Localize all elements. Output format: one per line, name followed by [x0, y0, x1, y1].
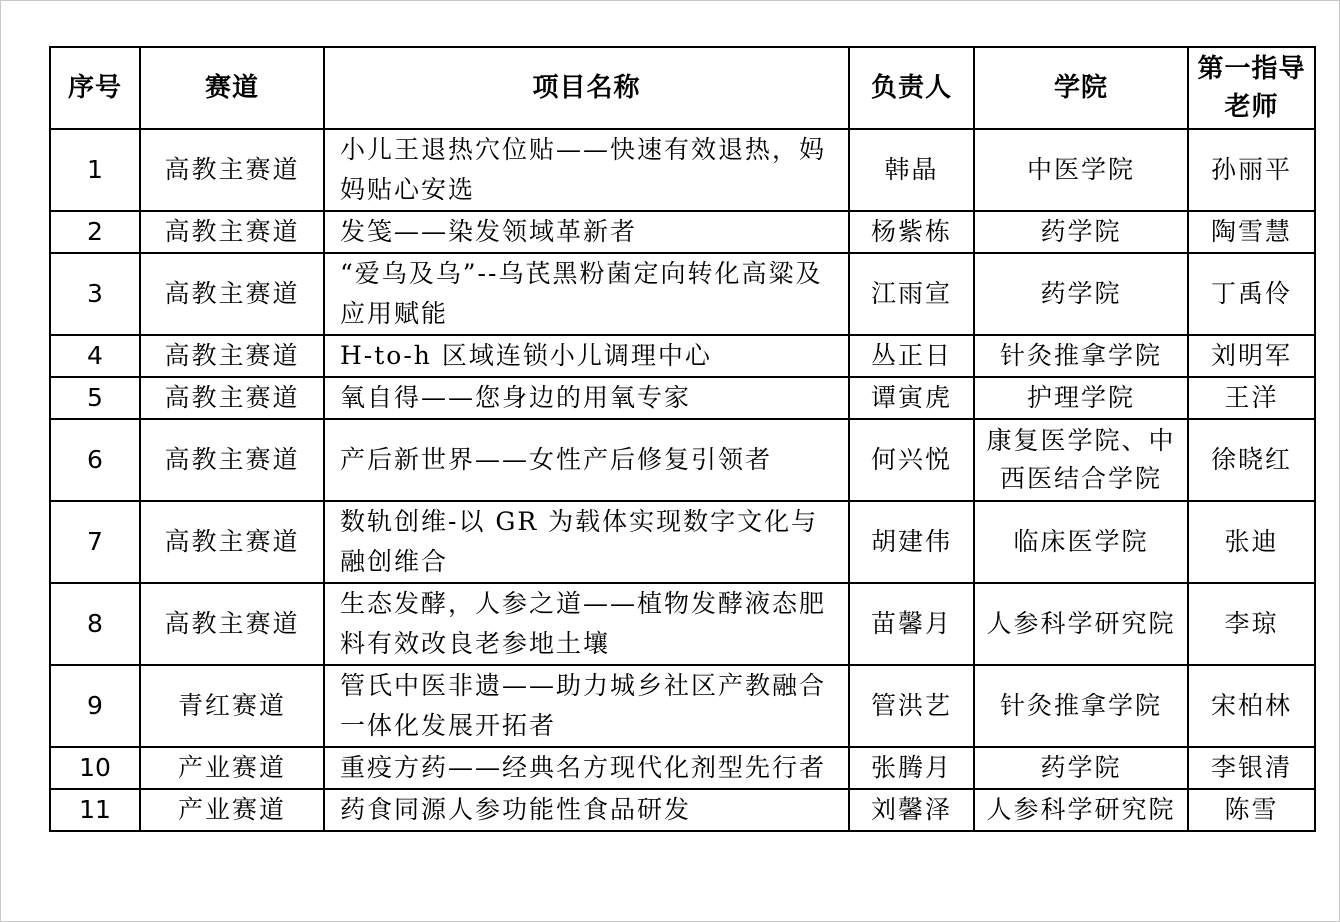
- cell-track: 高教主赛道: [140, 501, 324, 583]
- cell-project-name: 药食同源人参功能性食品研发: [324, 789, 849, 831]
- cell-college: 药学院: [974, 253, 1188, 335]
- cell-project-name: 重疫方药——经典名方现代化剂型先行者: [324, 747, 849, 789]
- cell-college: 针灸推拿学院: [974, 335, 1188, 377]
- header-cell-teacher: 第一指导老师: [1188, 47, 1315, 129]
- cell-college: 康复医学院、中西医结合学院: [974, 419, 1188, 501]
- header-cell-no: 序号: [50, 47, 140, 129]
- project-table: [49, 46, 1316, 832]
- cell-leader: 胡建伟: [849, 501, 974, 583]
- table-row: [50, 789, 1315, 831]
- cell-leader: 谭寅虎: [849, 377, 974, 419]
- cell-track: 青红赛道: [140, 665, 324, 747]
- header-cell-leader: 负责人: [849, 47, 974, 129]
- cell-teacher: 丁禹伶: [1188, 253, 1315, 335]
- table-row: [50, 335, 1315, 377]
- header-row: [50, 47, 1315, 129]
- cell-college: 护理学院: [974, 377, 1188, 419]
- cell-no: 1: [50, 129, 140, 211]
- cell-teacher: 张迪: [1188, 501, 1315, 583]
- cell-teacher: 陶雪慧: [1188, 211, 1315, 253]
- cell-track: 产业赛道: [140, 789, 324, 831]
- cell-track: 高教主赛道: [140, 583, 324, 665]
- cell-project-name: H-to-h 区域连锁小儿调理中心: [324, 335, 849, 377]
- cell-college: 中医学院: [974, 129, 1188, 211]
- cell-college: 人参科学研究院: [974, 583, 1188, 665]
- cell-no: 10: [50, 747, 140, 789]
- table-row: [50, 583, 1315, 665]
- cell-project-name: 小儿王退热穴位贴——快速有效退热，妈妈贴心安选: [324, 129, 849, 211]
- header-cell-project-name: 项目名称: [324, 47, 849, 129]
- cell-teacher: 李银清: [1188, 747, 1315, 789]
- cell-no: 6: [50, 419, 140, 501]
- cell-project-name: 发笺——染发领域革新者: [324, 211, 849, 253]
- cell-project-name: “爱乌及乌”--乌芪黑粉菌定向转化高粱及应用赋能: [324, 253, 849, 335]
- table-row: [50, 211, 1315, 253]
- cell-leader: 江雨宣: [849, 253, 974, 335]
- cell-leader: 韩晶: [849, 129, 974, 211]
- cell-project-name: 氧自得——您身边的用氧专家: [324, 377, 849, 419]
- cell-track: 高教主赛道: [140, 419, 324, 501]
- table-row: [50, 377, 1315, 419]
- table-row: [50, 253, 1315, 335]
- cell-track: 产业赛道: [140, 747, 324, 789]
- cell-project-name: 数轨创维-以 GR 为载体实现数字文化与融创维合: [324, 501, 849, 583]
- cell-no: 8: [50, 583, 140, 665]
- cell-teacher: 刘明军: [1188, 335, 1315, 377]
- cell-no: 2: [50, 211, 140, 253]
- cell-no: 11: [50, 789, 140, 831]
- cell-track: 高教主赛道: [140, 377, 324, 419]
- table-row: [50, 129, 1315, 211]
- cell-project-name: 生态发酵，人参之道——植物发酵液态肥料有效改良老参地土壤: [324, 583, 849, 665]
- table-row: [50, 665, 1315, 747]
- cell-leader: 丛正日: [849, 335, 974, 377]
- cell-college: 人参科学研究院: [974, 789, 1188, 831]
- cell-teacher: 王洋: [1188, 377, 1315, 419]
- cell-no: 9: [50, 665, 140, 747]
- cell-teacher: 宋柏林: [1188, 665, 1315, 747]
- cell-no: 7: [50, 501, 140, 583]
- header-cell-college: 学院: [974, 47, 1188, 129]
- cell-leader: 管洪艺: [849, 665, 974, 747]
- cell-leader: 刘馨泽: [849, 789, 974, 831]
- cell-track: 高教主赛道: [140, 253, 324, 335]
- cell-leader: 张腾月: [849, 747, 974, 789]
- cell-track: 高教主赛道: [140, 335, 324, 377]
- cell-leader: 何兴悦: [849, 419, 974, 501]
- cell-college: 针灸推拿学院: [974, 665, 1188, 747]
- cell-teacher: 李琼: [1188, 583, 1315, 665]
- cell-college: 药学院: [974, 211, 1188, 253]
- cell-teacher: 陈雪: [1188, 789, 1315, 831]
- cell-leader: 杨紫栋: [849, 211, 974, 253]
- cell-no: 4: [50, 335, 140, 377]
- cell-teacher: 孙丽平: [1188, 129, 1315, 211]
- header-cell-track: 赛道: [140, 47, 324, 129]
- cell-leader: 苗馨月: [849, 583, 974, 665]
- cell-no: 3: [50, 253, 140, 335]
- cell-track: 高教主赛道: [140, 211, 324, 253]
- table-row: [50, 501, 1315, 583]
- cell-college: 药学院: [974, 747, 1188, 789]
- cell-track: 高教主赛道: [140, 129, 324, 211]
- cell-no: 5: [50, 377, 140, 419]
- table-row: [50, 419, 1315, 501]
- cell-teacher: 徐晓红: [1188, 419, 1315, 501]
- cell-project-name: 产后新世界——女性产后修复引领者: [324, 419, 849, 501]
- cell-college: 临床医学院: [974, 501, 1188, 583]
- table-row: [50, 747, 1315, 789]
- cell-project-name: 管氏中医非遗——助力城乡社区产教融合一体化发展开拓者: [324, 665, 849, 747]
